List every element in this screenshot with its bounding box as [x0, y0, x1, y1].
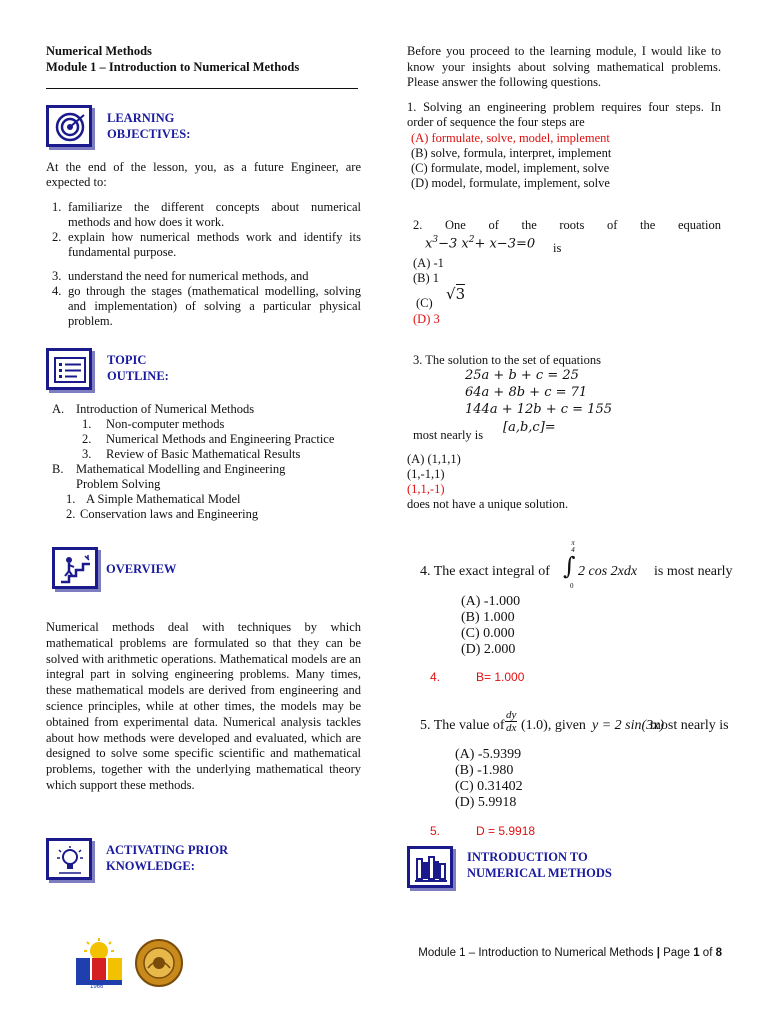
- question-5-arg: (1.0), given: [521, 718, 586, 733]
- question-4-answer: B= 1.000: [476, 670, 525, 684]
- stairs-climber-icon: [52, 547, 98, 589]
- is-label: is: [553, 241, 562, 255]
- list-item: 1. Non-computer methods: [82, 417, 225, 431]
- outline-item-b: B. Mathematical Modelling and Engineering Problem Solving: [52, 462, 286, 491]
- option-b: (B) -1.980: [455, 763, 514, 778]
- list-item: 2. Numerical Methods and Engineering Practice: [82, 432, 335, 446]
- option-c-answer: (1,1,-1): [407, 482, 445, 496]
- option-d: (D) 2.000: [461, 642, 516, 657]
- list-item: 2. explain how numerical methods work and identify its fundamental purpose.: [52, 230, 361, 259]
- list-item: 3. Review of Basic Mathematical Results: [82, 447, 301, 461]
- option-d: does not have a unique solution.: [407, 497, 569, 511]
- objectives-intro: At the end of the lesson, you, as a future Engineer, are expected to:: [46, 160, 361, 189]
- equation-system: 25a + b + c = 25 64a + 8b + c = 71 144a + 12b + c = 155: [465, 368, 612, 417]
- header-rule: [46, 88, 358, 89]
- topic-outline-heading: TOPIC OUTLINE:: [107, 353, 169, 383]
- list-item: 1. familiarize the different concepts about numerical methods and how does it work.: [52, 200, 361, 229]
- list-item: 4. go through the stages (mathematical modelling, solving and implementation) of solving a particular physical problem.: [52, 284, 361, 328]
- question-5-prefix: 5. The value of: [420, 718, 505, 733]
- integrand: 2 cos 2xdx: [578, 564, 638, 579]
- topic-outline-list: [52, 402, 362, 522]
- question-5-options: [455, 747, 523, 811]
- option-b: (1,-1,1): [407, 467, 445, 481]
- question-3-options: [407, 452, 568, 512]
- option-a-answer: (A) formulate, solve, model, implement: [411, 131, 610, 145]
- course-title: Numerical Methods: [46, 44, 152, 58]
- question-4-options: [461, 594, 520, 658]
- overview-heading: OVERVIEW: [106, 562, 177, 576]
- list-item: 2. Conservation laws and Engineering: [66, 507, 259, 521]
- question-4-prefix: 4. The exact integral of: [420, 564, 550, 579]
- question-1: 1. Solving an engineering problem requires four steps. In order of sequence the four steps are: [407, 100, 721, 129]
- learning-objectives-heading: LEARNING OBJECTIVES:: [107, 111, 191, 141]
- intro-paragraph: Before you proceed to the learning module, I would like to know your insights about solving mathematical problems. Please answer the following questions.: [407, 44, 721, 89]
- outline-item-a: A. Introduction of Numerical Methods: [52, 402, 255, 416]
- list-item: 1. A Simple Mathematical Model: [66, 492, 241, 506]
- module-title: Module 1 – Introduction to Numerical Methods: [46, 60, 300, 74]
- equation-cubic: $x^3-3$ $x^2+ x-3=0$: [425, 235, 536, 252]
- option-c: (C) formulate, model, implement, solve: [411, 161, 610, 175]
- option-b: (B) solve, formula, interpret, implement: [411, 146, 612, 160]
- option-d-answer: (D) 3: [413, 312, 440, 326]
- school-logo-left: 1966: [74, 938, 124, 986]
- sqrt-three: √3: [446, 285, 466, 303]
- option-a: (A) -1: [413, 256, 444, 270]
- question-5-answer: D = 5.9918: [476, 824, 536, 838]
- question-4-suffix: is most nearly: [654, 564, 733, 579]
- integral-lower-limit: 0: [570, 582, 574, 590]
- option-c: (C) 0.000: [461, 626, 515, 641]
- option-a: (A) (1,1,1): [407, 452, 461, 466]
- abc-vector: [a,b,c]=: [503, 420, 556, 435]
- books-icon: [407, 846, 453, 888]
- lightbulb-icon: [46, 838, 92, 880]
- question-2-options: [413, 256, 444, 286]
- question-4-answer-number: 4.: [430, 670, 441, 684]
- derivative-fraction: dy dx: [506, 709, 517, 734]
- option-a: (A) -1.000: [461, 594, 521, 609]
- question-1-options: [411, 131, 611, 191]
- outline-list-icon: [46, 348, 92, 390]
- target-icon: [46, 105, 92, 147]
- option-a: (A) -5.9399: [455, 747, 522, 762]
- question-3: 3. The solution to the set of equations: [413, 353, 601, 367]
- question-5-suffix: most nearly is: [650, 718, 729, 733]
- list-item: 3. understand the need for numerical methods, and: [52, 269, 309, 283]
- option-c: (C): [416, 296, 433, 310]
- given-function: y = 2 sin(3x): [592, 718, 665, 733]
- option-d: (D) 5.9918: [455, 795, 517, 810]
- option-b: (B) 1: [413, 271, 440, 285]
- option-c: (C) 0.31402: [455, 779, 523, 794]
- page-footer: Module 1 – Introduction to Numerical Methods | Page 1 of 8: [418, 947, 722, 959]
- question-5-answer-number: 5.: [430, 824, 441, 838]
- option-d: (D) model, formulate, implement, solve: [411, 176, 610, 190]
- activating-heading: ACTIVATING PRIOR KNOWLEDGE:: [106, 843, 229, 873]
- option-b: (B) 1.000: [461, 610, 515, 625]
- integral-upper-limit: π 4: [571, 539, 575, 554]
- question-2: 2. One of the roots of the equation: [413, 218, 721, 232]
- nearly-label: most nearly is: [413, 428, 484, 442]
- introduction-heading: INTRODUCTION TO NUMERICAL METHODS: [467, 850, 612, 880]
- integral-sign: ∫: [563, 552, 576, 580]
- overview-body: Numerical methods deal with techniques by which mathematical problems are formulated so that they can be solved with arithmetic operations. Mathematical models are an integral part in solving engineering problems. Many times, these mathematical models are derived from engineering and science principles, while at other times, the models may be obtained from experimental data. Numerical analysis tackles about how methods were developed and evaluated, which are designed to solve some specific scientific and mathematical problems, together with the underlying mathematical theory which support these methods.: [46, 620, 361, 792]
- objectives-list: [46, 200, 361, 329]
